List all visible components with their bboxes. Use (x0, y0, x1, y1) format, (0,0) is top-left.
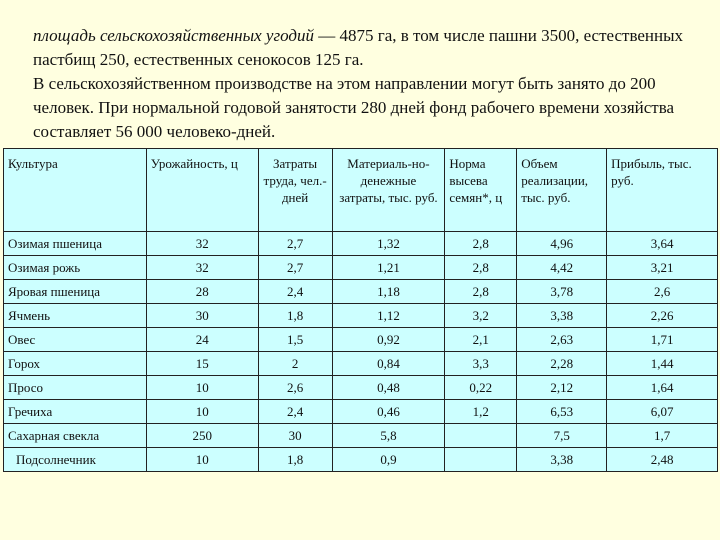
value-cell: 0,48 (332, 376, 445, 400)
value-cell: 32 (146, 232, 258, 256)
value-cell: 1,18 (332, 280, 445, 304)
value-cell: 1,7 (607, 424, 718, 448)
value-cell: 250 (146, 424, 258, 448)
value-cell: 15 (146, 352, 258, 376)
value-cell (445, 448, 517, 472)
value-cell: 2,8 (445, 256, 517, 280)
value-cell: 10 (146, 400, 258, 424)
table-row (4, 280, 718, 304)
table-row (4, 328, 718, 352)
value-cell: 3,21 (607, 256, 718, 280)
value-cell: 2,7 (258, 232, 332, 256)
table-row (4, 400, 718, 424)
value-cell: 0,92 (332, 328, 445, 352)
value-cell: 2,63 (517, 328, 607, 352)
value-cell: 2 (258, 352, 332, 376)
crop-name-cell: Ячмень (4, 304, 147, 328)
value-cell: 2,6 (258, 376, 332, 400)
crop-name-cell: Сахарная свекла (4, 424, 147, 448)
crop-name-cell: Гречиха (4, 400, 147, 424)
intro-rest: — 4875 га, в том числе пашни 3500, естественных пастбищ 250, естественных сенокосов 125 га. (33, 26, 684, 69)
crop-name-cell: Овес (4, 328, 147, 352)
value-cell: 2,26 (607, 304, 718, 328)
value-cell: 1,8 (258, 448, 332, 472)
crop-name-cell: Подсолнечник (4, 448, 147, 472)
value-cell: 10 (146, 376, 258, 400)
value-cell: 1,2 (445, 400, 517, 424)
value-cell: 1,44 (607, 352, 718, 376)
table-row (4, 232, 718, 256)
value-cell: 30 (146, 304, 258, 328)
value-cell: 1,12 (332, 304, 445, 328)
value-cell: 10 (146, 448, 258, 472)
value-cell: 1,21 (332, 256, 445, 280)
value-cell (445, 424, 517, 448)
column-header: Урожайность, ц (146, 149, 258, 232)
table-row (4, 376, 718, 400)
value-cell: 3,78 (517, 280, 607, 304)
value-cell: 3,64 (607, 232, 718, 256)
crop-name-cell: Горох (4, 352, 147, 376)
crop-name-cell: Яровая пшеница (4, 280, 147, 304)
column-header: Культура (4, 149, 147, 232)
value-cell: 6,07 (607, 400, 718, 424)
value-cell: 0,46 (332, 400, 445, 424)
value-cell: 2,8 (445, 232, 517, 256)
value-cell: 3,38 (517, 448, 607, 472)
value-cell: 1,8 (258, 304, 332, 328)
value-cell: 2,12 (517, 376, 607, 400)
value-cell: 2,4 (258, 280, 332, 304)
table-row (4, 256, 718, 280)
value-cell: 2,1 (445, 328, 517, 352)
value-cell: 4,42 (517, 256, 607, 280)
value-cell: 1,71 (607, 328, 718, 352)
column-header: Норма высева семян*, ц (445, 149, 517, 232)
column-header: Материаль-но-денежные затраты, тыс. руб. (332, 149, 445, 232)
value-cell: 1,5 (258, 328, 332, 352)
intro-text (33, 24, 713, 144)
value-cell: 7,5 (517, 424, 607, 448)
value-cell: 5,8 (332, 424, 445, 448)
value-cell: 4,96 (517, 232, 607, 256)
value-cell: 6,53 (517, 400, 607, 424)
intro-para-1 (33, 24, 713, 72)
column-header: Объем реализации, тыс. руб. (517, 149, 607, 232)
value-cell: 30 (258, 424, 332, 448)
crop-name-cell: Озимая пшеница (4, 232, 147, 256)
value-cell: 32 (146, 256, 258, 280)
value-cell: 3,3 (445, 352, 517, 376)
intro-italic: площадь сельскохозяйственных угодий (33, 26, 314, 45)
value-cell: 2,48 (607, 448, 718, 472)
value-cell: 2,7 (258, 256, 332, 280)
column-header: Затраты труда, чел.-дней (258, 149, 332, 232)
crops-table (3, 148, 718, 472)
value-cell: 28 (146, 280, 258, 304)
table-row (4, 304, 718, 328)
value-cell: 2,4 (258, 400, 332, 424)
table-row (4, 424, 718, 448)
value-cell: 0,9 (332, 448, 445, 472)
value-cell: 3,2 (445, 304, 517, 328)
table-header-row (4, 149, 718, 232)
column-header: Прибыль, тыс. руб. (607, 149, 718, 232)
value-cell: 0,84 (332, 352, 445, 376)
table-row (4, 448, 718, 472)
value-cell: 2,8 (445, 280, 517, 304)
value-cell: 1,32 (332, 232, 445, 256)
intro-para-2: В сельскохозяйственном производстве на этом направлении могут быть занято до 200 человек. При нормальной годовой занятости 280 дней фонд рабочего времени хозяйства составляет 56 000 человеко-дней. (33, 74, 675, 141)
value-cell: 0,22 (445, 376, 517, 400)
crop-name-cell: Просо (4, 376, 147, 400)
value-cell: 1,64 (607, 376, 718, 400)
value-cell: 24 (146, 328, 258, 352)
crop-name-cell: Озимая рожь (4, 256, 147, 280)
value-cell: 2,28 (517, 352, 607, 376)
table-row (4, 352, 718, 376)
value-cell: 3,38 (517, 304, 607, 328)
value-cell: 2,6 (607, 280, 718, 304)
